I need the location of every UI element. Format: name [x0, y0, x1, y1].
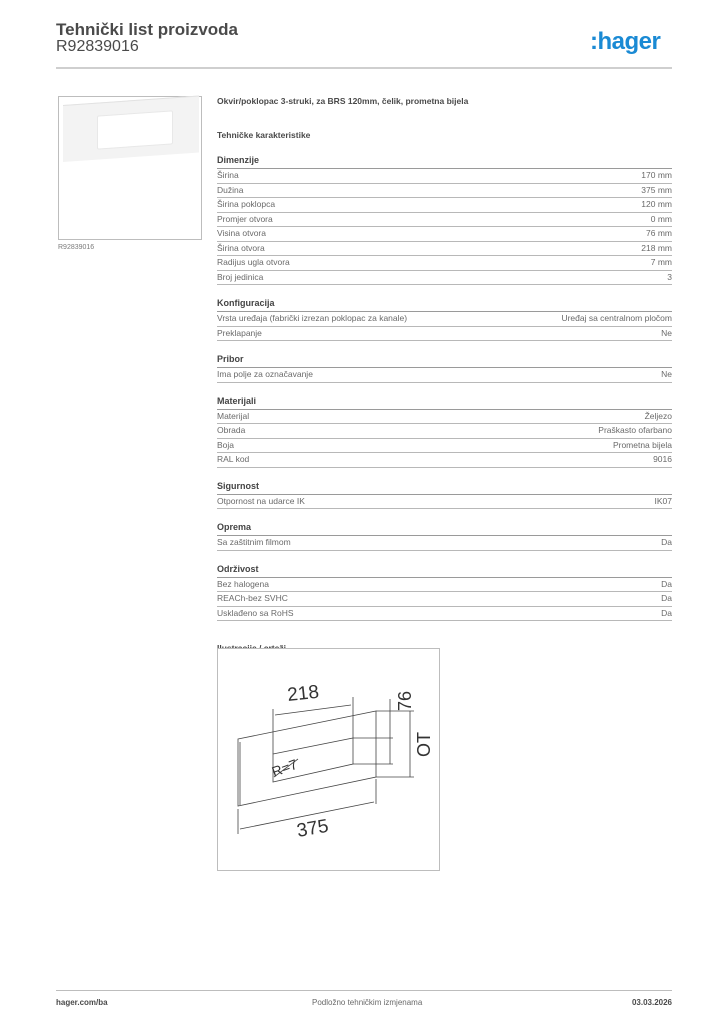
footer-website[interactable]: hager.com/ba: [56, 998, 108, 1007]
spec-section: [217, 298, 672, 341]
dim-ot-label: OT: [414, 732, 434, 757]
spec-value: 218 mm: [641, 242, 672, 253]
spec-label: Obrada: [217, 425, 246, 435]
spec-value: Da: [661, 607, 672, 618]
spec-row: [217, 256, 672, 271]
section-title: Dimenzije: [217, 155, 672, 169]
product-description: Okvir/poklopac 3-struki, za BRS 120mm, čelik, prometna bijela: [217, 96, 469, 106]
spec-row: [217, 312, 672, 327]
spec-value: 120 mm: [641, 199, 672, 209]
spec-row: [217, 169, 672, 184]
spec-label: REACh-bez SVHC: [217, 593, 288, 603]
spec-value: Da: [661, 537, 672, 547]
spec-label: Ima polje za označavanje: [217, 369, 313, 379]
spec-value: Prometna bijela: [612, 439, 672, 450]
spec-row: [217, 536, 672, 551]
spec-row: [217, 607, 672, 622]
header-divider: [56, 67, 672, 69]
spec-value: Da: [661, 593, 672, 603]
spec-row: [217, 578, 672, 593]
footer-notice: Podložno tehničkim izmjenama: [312, 998, 423, 1007]
spec-section: [217, 481, 672, 510]
section-title: Materijali: [217, 396, 672, 410]
spec-label: Širina poklopca: [217, 199, 276, 209]
cover-panel-image: [63, 95, 199, 162]
spec-value: 76 mm: [646, 228, 672, 238]
spec-section: [217, 564, 672, 622]
spec-row: [217, 439, 672, 454]
spec-label: Širina otvora: [217, 242, 265, 253]
spec-row: [217, 198, 672, 213]
spec-label: Promjer otvora: [217, 213, 273, 224]
spec-label: Dužina: [217, 184, 244, 195]
spec-row: [217, 592, 672, 607]
spec-value: Uređaj sa centralnom pločom: [561, 313, 672, 323]
spec-sections: [217, 155, 672, 621]
spec-label: Vrsta uređaja (fabrički izrezan poklopac za kanale): [217, 313, 408, 323]
spec-row: [217, 453, 672, 468]
spec-row: [217, 495, 672, 510]
spec-label: RAL kod: [217, 454, 250, 464]
spec-value: Praškasto ofarbano: [598, 425, 672, 435]
spec-section: [217, 354, 672, 383]
spec-row: [217, 327, 672, 342]
spec-row: [217, 424, 672, 439]
tech-characteristics-title: Tehničke karakteristike: [217, 130, 311, 140]
spec-value: 0 mm: [650, 213, 672, 224]
photo-caption: R92839016: [58, 244, 95, 251]
section-title: Pribor: [217, 354, 672, 368]
spec-label: Bez halogena: [217, 578, 269, 589]
spec-row: [217, 213, 672, 228]
spec-value: Da: [661, 578, 672, 589]
product-photo: [58, 96, 202, 240]
spec-value: Ne: [661, 369, 672, 379]
dim-length-label: 375: [295, 815, 331, 842]
hager-logo: :hager: [590, 28, 661, 55]
dimension-drawing-svg: [218, 649, 439, 870]
spec-label: Boja: [217, 439, 235, 450]
spec-row: [217, 271, 672, 286]
spec-value: 9016: [653, 454, 672, 464]
section-title: Konfiguracija: [217, 298, 672, 312]
footer-date: 03.03.2026: [631, 998, 672, 1007]
spec-value: 7 mm: [650, 257, 672, 267]
spec-section: [217, 396, 672, 468]
spec-content: [217, 96, 672, 653]
spec-value: Željezo: [644, 410, 672, 421]
technical-drawing: [217, 648, 440, 871]
cover-opening: [97, 110, 173, 149]
footer-divider: [56, 990, 672, 991]
spec-label: Visina otvora: [217, 228, 266, 238]
spec-label: Otpornost na udarce IK: [217, 495, 305, 506]
spec-label: Preklapanje: [217, 327, 262, 338]
spec-label: Broj jedinica: [217, 271, 264, 282]
spec-section: [217, 155, 672, 285]
section-title: Sigurnost: [217, 481, 672, 495]
spec-value: 3: [667, 271, 672, 282]
dim-width-label: 218: [286, 681, 321, 706]
spec-section: [217, 522, 672, 551]
dim-radius-label: R=7: [269, 755, 300, 780]
header-reference: R92839016: [56, 38, 139, 55]
spec-row: [217, 227, 672, 242]
section-title: Oprema: [217, 522, 672, 536]
spec-value: 170 mm: [641, 170, 672, 180]
spec-row: [217, 368, 672, 383]
spec-value: Ne: [661, 327, 672, 338]
dim-height-label: 76: [395, 690, 415, 711]
spec-label: Radijus ugla otvora: [217, 257, 290, 267]
spec-label: Sa zaštitnim filmom: [217, 537, 291, 547]
spec-label: Usklađeno sa RoHS: [217, 607, 294, 618]
spec-value: IK07: [654, 495, 672, 506]
section-title: Održivost: [217, 564, 672, 578]
spec-row: [217, 184, 672, 199]
spec-label: Širina: [217, 170, 239, 180]
spec-row: [217, 242, 672, 257]
spec-value: 375 mm: [641, 184, 672, 195]
spec-row: [217, 410, 672, 425]
header-title: Tehnički list proizvoda: [56, 20, 238, 39]
spec-label: Materijal: [217, 410, 250, 421]
